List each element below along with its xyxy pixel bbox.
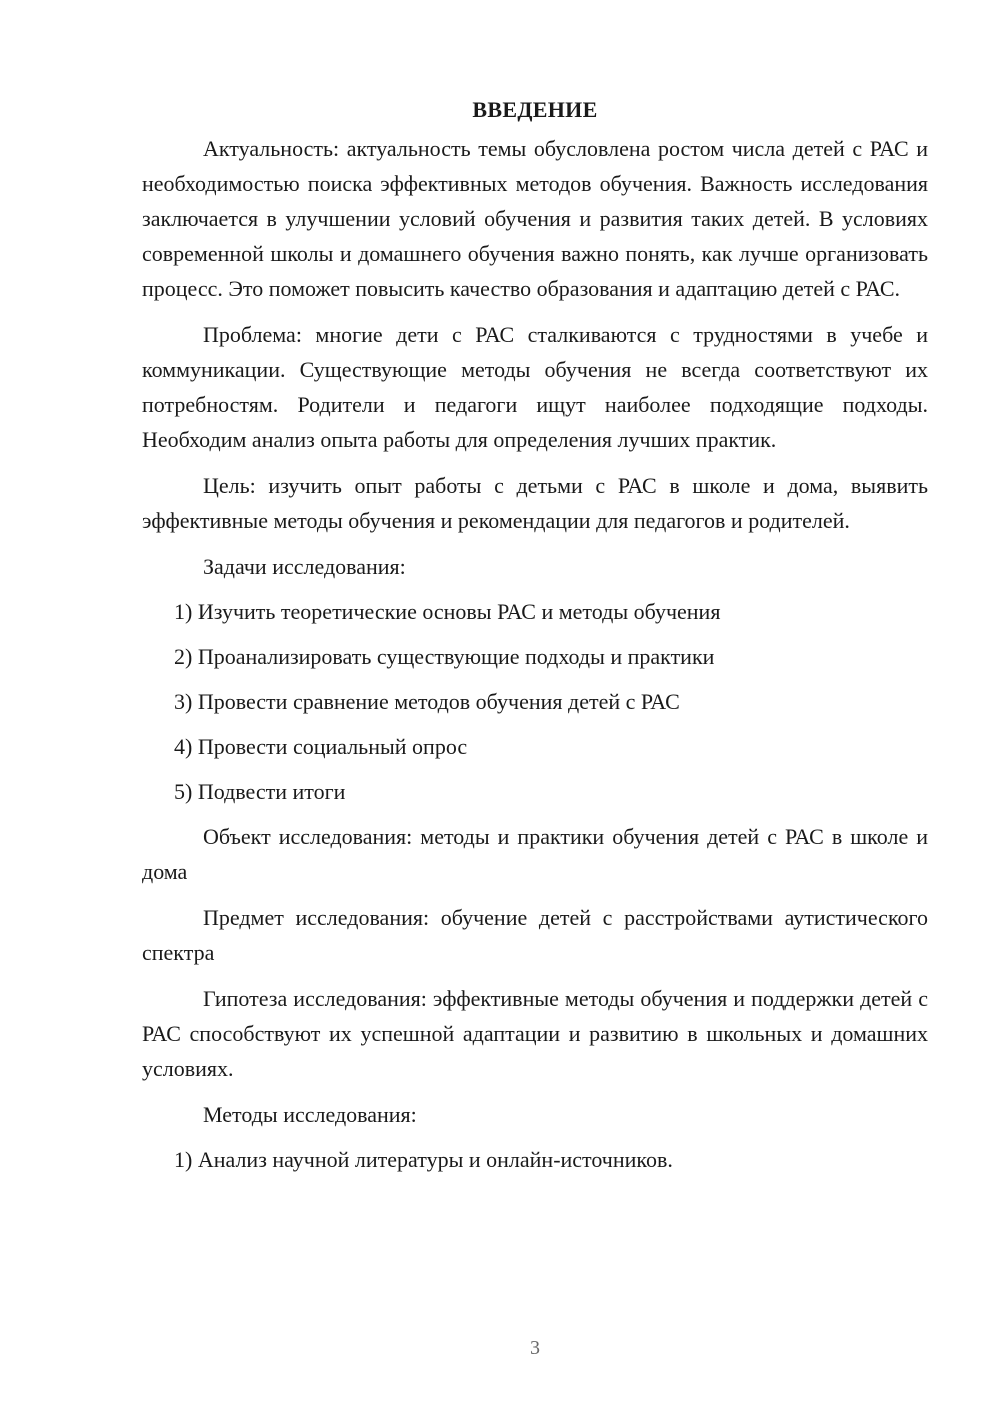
- task-item: 4) Провести социальный опрос: [174, 734, 468, 759]
- hypothesis-paragraph: Гипотеза исследования: эффективные методы обучения и поддержки детей с РАС способствуют их успешной адаптации и развитию в школьных и домашних условиях.: [142, 986, 928, 1081]
- methods-heading: Методы исследования:: [203, 1102, 417, 1127]
- task-item: 3) Провести сравнение методов обучения детей с РАС: [174, 689, 680, 714]
- task-item: 1) Изучить теоретические основы РАС и методы обучения: [174, 599, 721, 624]
- method-item: 1) Анализ научной литературы и онлайн-источников.: [174, 1147, 673, 1172]
- object-paragraph: Объект исследования: методы и практики обучения детей с РАС в школе и дома: [142, 824, 928, 884]
- page-number: 3: [530, 1337, 540, 1359]
- task-item: 5) Подвести итоги: [174, 779, 346, 804]
- relevance-paragraph: Актуальность: актуальность темы обусловлена ростом числа детей с РАС и необходимостью поиска эффективных методов обучения. Важность исследования заключается в улучшении условий обучения и развития таких детей. В условиях современной школы и домашнего обучения важно понять, как лучше организовать процесс. Это поможет повысить качество образования и адаптацию детей с РАС.: [142, 136, 928, 301]
- task-item: 2) Проанализировать существующие подходы и практики: [174, 644, 715, 669]
- section-title: ВВЕДЕНИЕ: [472, 97, 598, 122]
- document-page: [142, 92, 928, 1187]
- goal-paragraph: Цель: изучить опыт работы с детьми с РАС в школе и дома, выявить эффективные методы обучения и рекомендации для педагогов и родителей.: [142, 473, 928, 533]
- tasks-heading: Задачи исследования:: [203, 554, 406, 579]
- problem-paragraph: Проблема: многие дети с РАС сталкиваются с трудностями в учебе и коммуникации. Существующие методы обучения не всегда соответствуют их потребностям. Родители и педагоги ищут наиболее подходящие подходы. Необходим анализ опыта работы для определения лучших практик.: [142, 322, 928, 452]
- subject-paragraph: Предмет исследования: обучение детей с расстройствами аутистического спектра: [142, 905, 928, 965]
